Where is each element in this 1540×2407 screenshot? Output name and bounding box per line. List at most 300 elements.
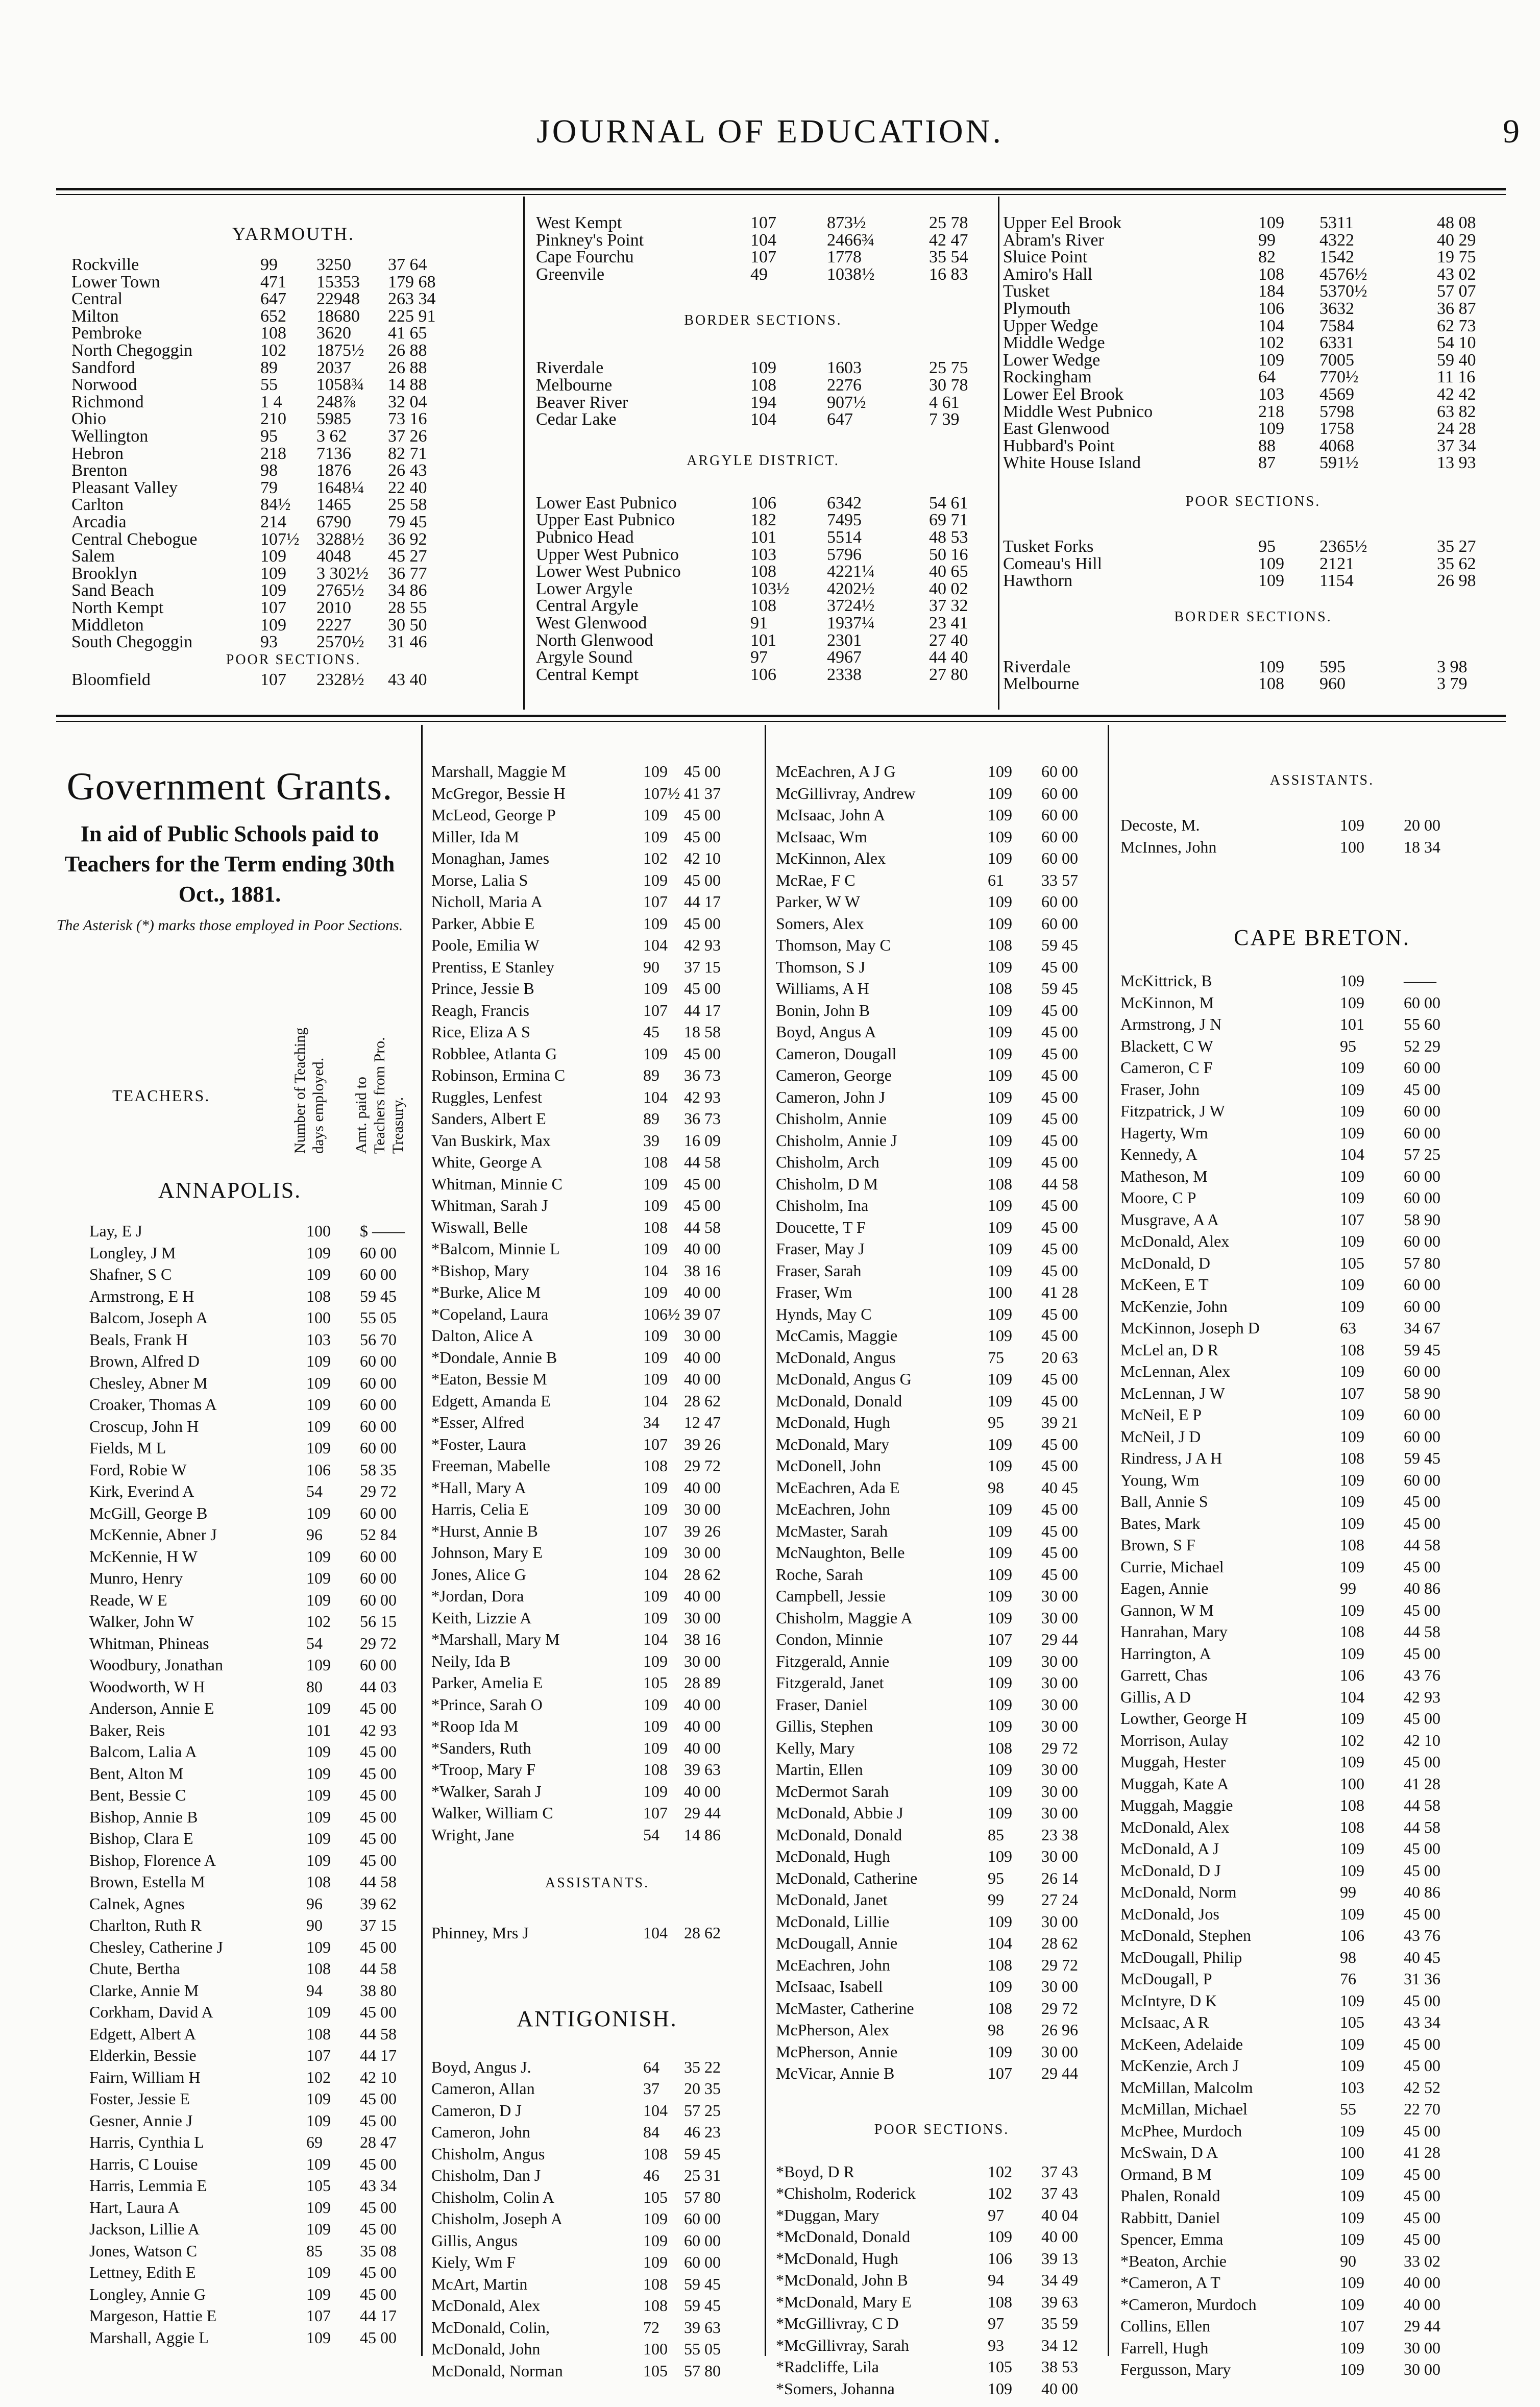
cell-value: 25 78	[929, 213, 968, 232]
cell-value: 60 00	[684, 2209, 721, 2228]
table-row	[1120, 1493, 1524, 1509]
table-row	[89, 2264, 421, 2279]
cell-value: 105	[1340, 1253, 1364, 1272]
yarmouth-table	[71, 225, 516, 715]
table-row	[776, 1913, 1108, 1929]
cell-value: 109	[988, 1608, 1012, 1627]
cell-value: 40 00	[1041, 2379, 1078, 2398]
table-row	[431, 2124, 763, 2139]
teacher-name: Kiely, Wm F	[431, 2253, 516, 2271]
cell-value: 60 00	[1041, 914, 1078, 933]
table-row	[776, 872, 1108, 887]
cell-value: 109	[306, 2263, 331, 2281]
cell-value: 109	[988, 1500, 1012, 1518]
teacher-name: Central	[71, 289, 123, 309]
cell-value: 109	[643, 1348, 668, 1367]
table-row	[89, 1960, 421, 1976]
cell-value: 471	[260, 272, 286, 291]
cell-value: 109	[643, 2231, 668, 2250]
cell-value: 1154	[1319, 571, 1354, 591]
cell-value: 25 31	[684, 2166, 721, 2184]
table-row	[89, 2307, 421, 2323]
cell-value: 98	[1340, 1948, 1356, 1966]
table-row	[431, 1501, 763, 1516]
table-row	[776, 763, 1108, 779]
teacher-name: Rice, Eliza A S	[431, 1023, 530, 1041]
teacher-name: McIntyre, D K	[1120, 1991, 1217, 2010]
table-row	[431, 1925, 763, 1940]
cell-value: 30 00	[1041, 1912, 1078, 1931]
cell-value: 109	[306, 2003, 331, 2021]
cell-value: 109	[988, 1066, 1012, 1084]
cell-value: 60 00	[1041, 849, 1078, 867]
cell-value: 109	[988, 1044, 1012, 1063]
teacher-name: *Somers, Johanna	[776, 2379, 895, 2398]
teacher-name: Cameron, Dougall	[776, 1044, 897, 1063]
cell-value: 45 00	[684, 827, 721, 846]
teacher-name: McDonell, John	[776, 1456, 882, 1475]
cell-value: 4221¼	[827, 562, 875, 581]
teacher-name: Hubbard's Point	[1003, 436, 1115, 455]
cell-value: 106	[306, 1460, 331, 1479]
table-row	[776, 2228, 1108, 2244]
teacher-name: Elderkin, Bessie	[89, 2046, 197, 2064]
table-row	[1120, 1971, 1524, 1986]
teacher-name: Bates, Mark	[1120, 1514, 1201, 1533]
cell-value: 109	[306, 1395, 331, 1414]
cell-value: 38 53	[1041, 2357, 1078, 2376]
cell-value: 60 00	[1404, 1275, 1440, 1294]
cell-value: 109	[643, 1174, 668, 1193]
table-row	[89, 1787, 421, 1802]
teacher-name: Poole, Emilia W	[431, 936, 540, 954]
table-row	[431, 807, 763, 822]
cell-value: 40 45	[1041, 1478, 1078, 1497]
teacher-name: Bent, Bessie C	[89, 1786, 186, 1804]
table-row	[89, 2090, 421, 2106]
teacher-name: McMaster, Catherine	[776, 1999, 914, 2017]
table-row	[1120, 2166, 1524, 2181]
section-heading: ANTIGONISH.	[517, 2006, 678, 2031]
cell-value: 22 40	[388, 478, 427, 497]
table-row	[1003, 368, 1503, 387]
cell-value: 57 07	[1437, 282, 1476, 301]
cell-value: 30 00	[1041, 1782, 1078, 1801]
table-row	[776, 1588, 1108, 1603]
cell-value: 59 40	[1437, 350, 1476, 370]
cell-value: 59 45	[1404, 1449, 1440, 1467]
table-row	[1120, 1949, 1524, 1964]
cell-value: 60 00	[1404, 1470, 1440, 1489]
cell-value: 873½	[827, 213, 866, 232]
cell-value: 45 00	[684, 762, 721, 781]
cell-value: 770½	[1319, 368, 1359, 387]
cell-value: 2338	[827, 665, 862, 684]
table-row	[431, 829, 763, 844]
cell-value: 45	[643, 1023, 659, 1041]
teacher-name: West Kempt	[536, 213, 622, 232]
cell-value: 109	[1340, 1102, 1364, 1120]
table-row	[431, 1588, 763, 1603]
teacher-name: Melbourne	[1003, 674, 1080, 694]
teacher-name: Rockingham	[1003, 368, 1092, 387]
cell-value: 44 58	[684, 1218, 721, 1236]
cell-value: 55 05	[684, 2340, 721, 2358]
cell-value: 60 00	[684, 2231, 721, 2250]
teacher-name: McLennan, J W	[1120, 1383, 1225, 1402]
cell-value: 109	[1340, 1058, 1364, 1077]
table-row	[1120, 1189, 1524, 1205]
table-row	[71, 444, 516, 463]
cell-value: 72	[643, 2318, 659, 2337]
teacher-name: *McDonald, John B	[776, 2271, 908, 2289]
teacher-name: Upper Eel Brook	[1003, 213, 1122, 232]
teacher-name: Middleton	[71, 615, 144, 635]
teacher-name: Riverdale	[1003, 657, 1071, 676]
cell-value: 37 15	[684, 957, 721, 976]
teacher-name: Carlton	[71, 495, 124, 515]
table-row	[1120, 1428, 1524, 1444]
cell-value: 30 00	[1041, 2042, 1078, 2061]
cell-value: 45 00	[360, 2220, 397, 2238]
table-row	[776, 1219, 1108, 1234]
cell-value: 104	[1340, 1145, 1364, 1163]
cell-value: 45 00	[1041, 1001, 1078, 1019]
table-row	[89, 1895, 421, 1911]
cell-value: 1758	[1319, 419, 1354, 439]
cell-value: 109	[988, 1782, 1012, 1801]
cell-value: 45 00	[360, 1786, 397, 1804]
cell-value: 106	[750, 493, 776, 513]
cell-value: 90	[1340, 2251, 1356, 2270]
teacher-name: Wellington	[71, 427, 149, 446]
cell-value: 108	[1258, 264, 1284, 284]
teacher-name: Central Argyle	[536, 596, 639, 616]
table-row	[1003, 659, 1503, 674]
teacher-name: Sanders, Albert E	[431, 1109, 546, 1128]
table-row	[431, 2102, 763, 2118]
teacher-name: Cameron, D J	[431, 2101, 522, 2120]
cell-value: 107	[643, 1804, 668, 1822]
teacher-name: *Burke, Alice M	[431, 1283, 541, 1301]
table-row	[1120, 817, 1524, 832]
table-row	[431, 1782, 763, 1801]
teacher-name: Amiro's Hall	[1003, 264, 1093, 284]
cell-value: 109	[306, 2220, 331, 2238]
teacher-name: Lower Wedge	[1003, 350, 1101, 370]
cell-value: 59 45	[360, 1286, 397, 1305]
table-row	[89, 1657, 421, 1672]
cell-value: 109	[1258, 554, 1284, 573]
table-row	[776, 1046, 1108, 1061]
cell-value: 1648¼	[316, 478, 364, 497]
cell-value: 2328½	[316, 670, 364, 689]
cell-value: 35 22	[684, 2057, 721, 2076]
teacher-name: Croscup, John H	[89, 1417, 199, 1436]
cell-value: 109	[306, 2328, 331, 2347]
cell-value: 41 28	[1041, 1283, 1078, 1301]
cell-value: 3 302½	[316, 564, 369, 583]
cell-value: 44 17	[684, 892, 721, 911]
cell-value: 109	[988, 1673, 1012, 1692]
cell-value: 95	[260, 427, 278, 446]
cell-value: 109	[306, 1764, 331, 1783]
annapolis-antigonish-table	[431, 762, 763, 2380]
cell-value: 1058¾	[316, 375, 364, 395]
cell-value: 40 00	[684, 1478, 721, 1497]
table-row	[776, 1154, 1108, 1169]
table-row	[71, 289, 516, 309]
table-row	[776, 1132, 1108, 1148]
table-row	[536, 393, 990, 412]
cell-value: 58 90	[1404, 1383, 1440, 1402]
cell-value: 109	[1340, 1600, 1364, 1619]
cell-value: 82	[1258, 248, 1276, 267]
cell-value: 3 79	[1437, 674, 1468, 694]
cell-value: 45 00	[1404, 1557, 1440, 1576]
teacher-name: *Cameron, A T	[1120, 2273, 1220, 2292]
cell-value: 82 71	[388, 444, 427, 463]
cell-value: 102	[988, 2162, 1012, 2181]
cell-value: 109	[306, 1417, 331, 1436]
cell-value: 43 76	[1404, 1926, 1440, 1944]
teacher-name: Abram's River	[1003, 230, 1104, 250]
table-row	[431, 2210, 763, 2226]
cell-value: 29 44	[1404, 2317, 1440, 2335]
teacher-name: *Balcom, Minnie L	[431, 1239, 560, 1258]
teacher-name: Johnson, Mary E	[431, 1543, 543, 1562]
teacher-name: Richmond	[71, 392, 144, 411]
table-row	[1120, 1038, 1524, 1053]
teacher-name: *McDonald, Hugh	[776, 2249, 898, 2268]
table-row	[431, 1154, 763, 1169]
teacher-name: Fraser, Wm	[776, 1283, 852, 1301]
cell-value: 58 35	[360, 1460, 397, 1479]
cell-value: 42 10	[360, 2068, 397, 2086]
teacher-name: McDonald, Colin,	[431, 2318, 550, 2337]
teacher-name: McDougall, Philip	[1120, 1948, 1242, 1966]
cell-value: 18 34	[1404, 837, 1440, 856]
table-row	[89, 1743, 421, 1759]
teacher-name: McKittrick, B	[1120, 971, 1212, 990]
cell-value: 96	[306, 1894, 323, 1913]
kempt-argyle-table	[536, 214, 990, 710]
table-row	[1120, 2209, 1524, 2225]
table-row	[1120, 2014, 1524, 2029]
cell-value: 2365½	[1319, 537, 1367, 556]
table-row	[776, 1371, 1108, 1386]
table-row	[1120, 1667, 1524, 1682]
table-row	[71, 306, 516, 326]
cell-value: 45 00	[1404, 1839, 1440, 1858]
table-row	[1120, 1298, 1524, 1314]
cell-value: 7495	[827, 510, 862, 530]
cell-value: 28 47	[360, 2133, 397, 2151]
cell-value: 109	[988, 1261, 1012, 1280]
cell-value: 37 43	[1041, 2162, 1078, 2181]
cell-value: 45 00	[1041, 1500, 1078, 1518]
cell-value: 57 80	[1404, 1253, 1440, 1272]
teacher-name: McIsaac, John A	[776, 806, 886, 824]
column-divider	[421, 725, 423, 2356]
cell-value: 109	[988, 2379, 1012, 2398]
table-row	[431, 1327, 763, 1343]
cell-value: 60 00	[360, 1395, 397, 1414]
cell-value: 42 93	[360, 1720, 397, 1739]
teacher-name: McRae, F C	[776, 870, 855, 889]
cell-value: 84½	[260, 495, 291, 515]
teacher-name: Cedar Lake	[536, 410, 617, 429]
cell-value: 102	[1258, 333, 1284, 353]
table-row	[1120, 1797, 1524, 1812]
table-row	[776, 893, 1108, 909]
cell-value: 104	[750, 230, 776, 250]
cell-value: 45 00	[360, 1742, 397, 1761]
cell-value: 647	[260, 289, 286, 309]
cell-value: 104	[643, 1391, 668, 1410]
table-row	[431, 1674, 763, 1690]
antigonish-table	[776, 762, 1108, 2398]
cell-value: 46 23	[684, 2123, 721, 2141]
cell-value: 109	[1340, 1232, 1364, 1250]
teacher-name: Dalton, Alice A	[431, 1326, 533, 1345]
cell-value: 45 00	[684, 806, 721, 824]
teacher-name: Freeman, Mabelle	[431, 1456, 550, 1475]
cell-value: 4967	[827, 648, 862, 667]
table-row	[1120, 2361, 1524, 2376]
cell-value: 105	[643, 2361, 668, 2380]
teacher-name: Fitzpatrick, J W	[1120, 1102, 1225, 1120]
cell-value: 104	[643, 1565, 668, 1584]
cell-value: 30 78	[929, 376, 968, 395]
teacher-name: Walker, William C	[431, 1804, 553, 1822]
cell-value: 105	[988, 2357, 1012, 2376]
table-row	[1120, 2036, 1524, 2051]
cell-value: 109	[643, 1500, 668, 1518]
cell-value: 109	[988, 892, 1012, 911]
table-row	[71, 341, 516, 360]
cell-value: 60 00	[360, 1656, 397, 1674]
table-row	[71, 514, 516, 529]
cell-value: 109	[1340, 2230, 1364, 2248]
table-row	[1003, 214, 1503, 230]
cell-value: 107	[643, 1435, 668, 1453]
cell-value: 2466¾	[827, 230, 875, 250]
table-row	[1120, 1927, 1524, 1942]
teacher-name: McDonald, Alex	[431, 2296, 541, 2315]
teacher-name: Chisholm, Dan J	[431, 2166, 541, 2184]
cell-value: 45 00	[1404, 1080, 1440, 1099]
cell-value: 104	[643, 2101, 668, 2120]
table-row	[89, 1223, 421, 1238]
cell-value: 57 25	[684, 2101, 721, 2120]
cell-value: 60 00	[360, 1373, 397, 1392]
cell-value: 109	[306, 1439, 331, 1457]
cell-value: 97	[750, 648, 768, 667]
cell-value: 109	[1340, 1904, 1364, 1923]
cell-value: 109	[988, 1565, 1012, 1584]
teacher-name: McKenzie, Arch J	[1120, 2056, 1239, 2075]
cell-value: 40 02	[929, 579, 968, 598]
table-row	[536, 510, 990, 530]
cell-value: 109	[643, 1695, 668, 1714]
teacher-name: Upper Wedge	[1003, 316, 1098, 335]
table-row	[776, 1827, 1108, 1842]
cell-value: 109	[988, 1435, 1012, 1453]
table-row	[1120, 1689, 1524, 1704]
teacher-name: McDougall, P	[1120, 1970, 1212, 1988]
cell-value: 37 32	[929, 596, 968, 616]
teacher-name: Brown, S F	[1120, 1536, 1195, 1554]
cell-value: 100	[1340, 837, 1364, 856]
table-row	[1120, 1146, 1524, 1161]
cell-value: 28 89	[684, 1673, 721, 1692]
cell-value: 79	[260, 478, 278, 497]
teacher-name: Riverdale	[536, 358, 604, 378]
cell-value: 109	[988, 2227, 1012, 2246]
table-row	[89, 1809, 421, 1824]
cell-value: 109	[988, 1717, 1012, 1735]
table-row	[89, 1440, 421, 1455]
cell-value: 45 00	[1041, 1196, 1078, 1214]
teacher-name: Walker, John W	[89, 1612, 194, 1631]
table-row	[776, 1414, 1108, 1429]
teacher-name: McNeil, E P	[1120, 1405, 1202, 1424]
cell-value: 60 00	[684, 2253, 721, 2271]
cell-value: 45 00	[684, 1196, 721, 1214]
cell-value: 45 00	[360, 2089, 397, 2108]
cell-value: 109	[1340, 816, 1364, 834]
cell-value: 104	[643, 1261, 668, 1280]
cell-value: 109	[988, 1023, 1012, 1041]
cell-value: 1875½	[316, 341, 364, 360]
cell-value: 30 00	[1041, 1587, 1078, 1605]
cell-value: 33 57	[1041, 870, 1078, 889]
teacher-name: Nicholl, Maria A	[431, 892, 543, 911]
table-row	[776, 1176, 1108, 1191]
cell-value: 59 45	[684, 2274, 721, 2293]
teacher-name: Parker, W W	[776, 892, 860, 911]
table-row	[536, 214, 990, 230]
cell-value: 62 73	[1437, 316, 1476, 335]
table-row	[89, 2026, 421, 2041]
cell-value: 23 41	[929, 614, 968, 633]
table-row	[89, 1505, 421, 1520]
teacher-name: Brooklyn	[71, 564, 137, 583]
cell-value: 44 58	[1404, 1622, 1440, 1641]
cell-value: 101	[1340, 1015, 1364, 1033]
table-row	[431, 1827, 763, 1842]
cell-value: 95	[1340, 1036, 1356, 1055]
table-row	[431, 1067, 763, 1082]
teacher-name: Jones, Watson C	[89, 2241, 198, 2260]
cell-value: 45 00	[1404, 2230, 1440, 2248]
teacher-name: McMaster, Sarah	[776, 1521, 888, 1540]
cell-value: 45 00	[1041, 1435, 1078, 1453]
table-row	[431, 1241, 763, 1256]
cell-value: 60 00	[360, 1243, 397, 1262]
cell-value: 104	[643, 936, 668, 954]
cell-value: 106½	[643, 1304, 680, 1323]
cell-value: 14 88	[388, 375, 427, 395]
table-row	[776, 1002, 1108, 1017]
teacher-name: *Jordan, Dora	[431, 1587, 524, 1605]
cell-value: 18680	[316, 306, 360, 326]
teacher-name: McDonald, Donald	[776, 1825, 902, 1844]
table-row	[776, 1262, 1108, 1278]
teacher-name: Baker, Reis	[89, 1720, 165, 1739]
teacher-name: Robinson, Ermina C	[431, 1066, 566, 1084]
